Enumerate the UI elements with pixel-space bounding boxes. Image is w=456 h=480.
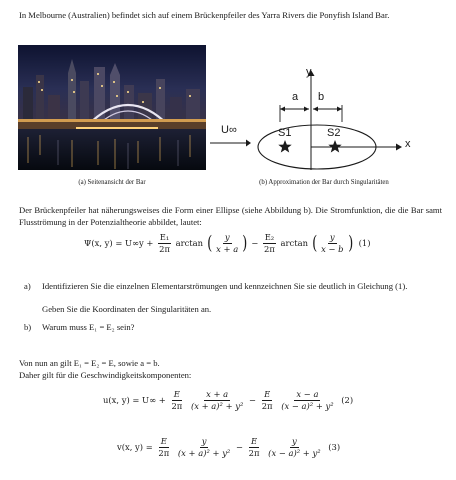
dimension-b-label: b <box>318 91 325 103</box>
eq1-frac-e1: $\frac{\text{E₁}}{2\pi}$ <box>159 232 170 254</box>
y-axis-label: y <box>306 66 312 78</box>
eq1-frac-arg2: $\frac{y}{x - b}$ <box>321 232 344 254</box>
eq2-frac-term-1: $\frac{x + a}{\text{(x + a)² + y²}}$ <box>190 389 244 411</box>
eq2-frac-e-2: $\frac{E}{2\pi}$ <box>261 389 273 411</box>
eq1-lhs: Ψ(x, y) = U∞y + <box>84 238 157 248</box>
eq1-minus: − <box>251 238 262 248</box>
eq3-frac-term-2: $\frac{y}{\text{(x − a)² + y²}}$ <box>268 436 321 458</box>
caption-a: (a) Seitenansicht der Bar <box>78 179 146 186</box>
question-a-text2: Geben Sie die Koordinaten der Singularitäten an. <box>42 304 212 314</box>
eq3-lhs: v(x, y) = <box>117 442 156 452</box>
s1-star-icon <box>278 140 291 153</box>
bar-photo <box>18 45 206 170</box>
eq1-number: (1) <box>358 238 371 248</box>
s1-label: S1 <box>278 127 292 139</box>
u-infinity-label: U∞ <box>221 124 237 136</box>
question-b-text: Warum muss E₁ = E₂ sein? <box>42 322 135 332</box>
eq2-frac-term-2: $\frac{x - a}{\text{(x − a)² + y²}}$ <box>281 389 334 411</box>
eq3-frac-term-1: $\frac{y}{\text{(x + a)² + y²}}$ <box>177 436 231 458</box>
paragraph-velocity-intro: Daher gilt für die Geschwindigkeitskomponenten: <box>19 370 192 380</box>
eq2-lhs: u(x, y) = U∞ + <box>103 395 169 405</box>
singularity-diagram <box>215 62 445 174</box>
s2-star-icon <box>328 140 341 153</box>
dimension-a-label: a <box>292 91 299 103</box>
eq3-number: (3) <box>328 442 341 452</box>
eq3-minus: − <box>235 442 246 452</box>
question-a-text: Identifizieren Sie die einzelnen Elementarströmungen und kennzeichnen Sie sie deutlich in Gleichung (1). <box>42 281 408 291</box>
question-b-label: b) <box>24 322 32 332</box>
eq1-arctan-1: arctan <box>175 238 204 248</box>
equation-2 <box>103 390 353 411</box>
x-axis-arrow-icon <box>396 144 402 151</box>
eq1-frac-arg1: $\frac{y}{x + a}$ <box>216 232 239 254</box>
eq2-frac-e-1: $\frac{E}{2\pi}$ <box>171 389 183 411</box>
s2-label: S2 <box>327 127 341 139</box>
equation-3 <box>117 437 340 458</box>
bar-photo-image <box>18 45 206 170</box>
eq2-number: (2) <box>341 395 354 405</box>
eq1-frac-e2: $\frac{\text{E₂}}{2\pi}$ <box>264 232 275 254</box>
caption-b: (b) Approximation der Bar durch Singularitäten <box>259 179 389 186</box>
paragraph-conditions: Von nun an gilt E₁ = E₂ = E, sowie a = b. <box>19 358 160 368</box>
equation-1: Ψ(x, y) = U∞y + $\frac{\text{E₁}}{2\pi}$ arctan ( $\frac{y}{x + a}$ ) − $\frac{\text{E₂}}{2\pi}$ arctan ( $\frac{y}{x - b}$ ) (1) <box>84 232 371 254</box>
eq2-minus: − <box>249 395 259 405</box>
paragraph-stream-function: Der Brückenpfeiler hat näherungsweises die Form einer Ellipse (siehe Abbildung b). Die Stromfunktion, die die Bar samt Flusströmung in der Potenzialtheorie abbildet, lautet: <box>19 205 442 227</box>
eq3-frac-e-1: $\frac{E}{2\pi}$ <box>158 436 170 458</box>
x-axis-label: x <box>405 138 411 150</box>
question-a-label: a) <box>24 281 31 291</box>
eq1-arctan-2: arctan <box>280 238 308 248</box>
intro-paragraph: In Melbourne (Australien) befindet sich auf einem Brückenpfeiler des Yarra Rivers die Ponyfish Island Bar. <box>19 10 390 20</box>
eq3-frac-e-2: $\frac{E}{2\pi}$ <box>248 436 260 458</box>
